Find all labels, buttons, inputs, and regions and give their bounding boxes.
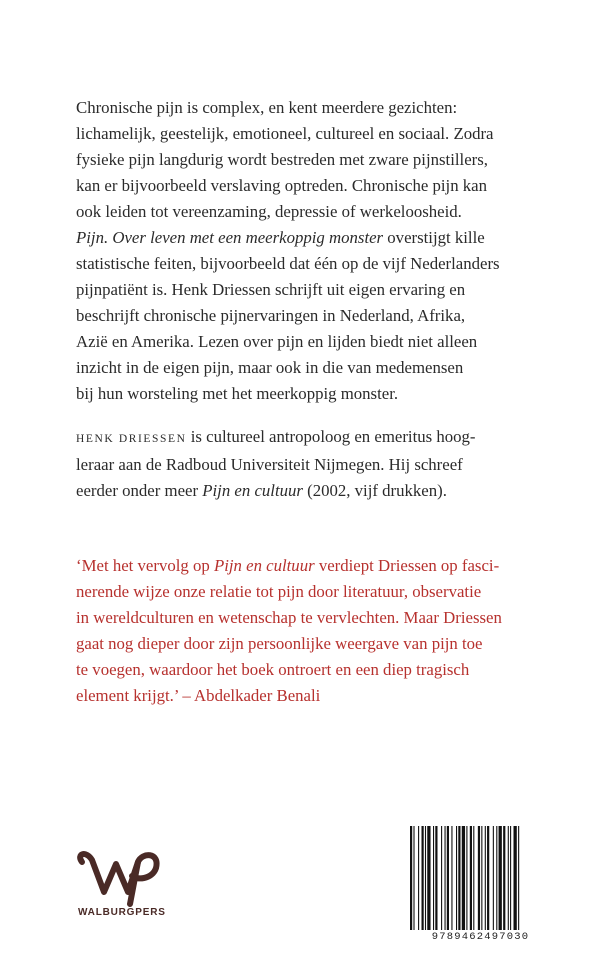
barcode-bar	[462, 826, 465, 930]
barcode-bar	[447, 826, 449, 930]
barcode-bar	[422, 826, 424, 930]
author-bio-text: is cultureel antropoloog en emeritus hoog-	[186, 427, 476, 446]
barcode-bar	[493, 826, 494, 930]
quote-line	[76, 553, 546, 579]
barcode-bar	[478, 826, 480, 930]
blurb-line: bij hun worsteling met het meerkoppig monster.	[76, 384, 399, 403]
quote-line: in wereldculturen en wetenschap te vervlechten. Maar Driessen	[76, 608, 502, 627]
barcode-bar	[451, 826, 452, 930]
barcode-bar	[458, 826, 460, 930]
barcode-bar	[445, 826, 446, 930]
barcode-bar	[413, 826, 414, 930]
quote-line: nerende wijze onze relatie tot pijn door literatuur, observatie	[76, 582, 482, 601]
barcode-bar	[441, 826, 442, 930]
book-title: Pijn. Over leven met een meerkoppig monster	[76, 228, 384, 247]
barcode-bar	[496, 826, 497, 930]
blurb-text: overstijgt kille	[383, 228, 485, 247]
barcode-bar	[518, 826, 519, 930]
review-quote	[76, 553, 546, 709]
author-bio-line: leraar aan de Radboud Universiteit Nijmegen. Hij schreef	[76, 455, 463, 474]
author-bio-text: (2002, vijf drukken).	[302, 481, 447, 500]
blurb-line: Azië en Amerika. Lezen over pijn en lijden biedt niet alleen	[76, 332, 478, 351]
barcode-bar	[487, 826, 489, 930]
quote-line: element krijgt.’ – Abdelkader Benali	[76, 686, 321, 705]
publisher-logo-icon	[70, 840, 170, 932]
barcode-bar	[481, 826, 482, 930]
author-bio	[76, 424, 546, 504]
barcode-bar	[456, 826, 457, 930]
quote-line: gaat nog dieper door zijn persoonlijke weergave van pijn toe	[76, 634, 483, 653]
barcode-bar	[514, 826, 517, 930]
barcode-bar	[503, 826, 505, 930]
blurb-paragraph	[76, 95, 546, 407]
blurb-line: ook leiden tot vereenzaming, depressie of werkeloosheid.	[76, 202, 462, 221]
blurb-line: fysieke pijn langdurig wordt bestreden met zware pijnstillers,	[76, 150, 488, 169]
blurb-line: pijnpatiënt is. Henk Driessen schrijft uit eigen ervaring en	[76, 280, 466, 299]
barcode	[408, 826, 553, 930]
barcode-bar	[508, 826, 509, 930]
blurb-line: kan er bijvoorbeeld verslaving optreden. Chronische pijn kan	[76, 176, 488, 195]
publisher-name: WALBURGPERS	[78, 907, 166, 918]
barcode-bar	[433, 826, 434, 930]
blurb-line: statistische feiten, bijvoorbeeld dat één op de vijf Nederlanders	[76, 254, 500, 273]
author-name: HENK DRIESSEN	[76, 433, 187, 445]
barcode-bar	[470, 826, 472, 930]
barcode-bar	[427, 826, 430, 930]
author-bio-line	[76, 424, 546, 452]
previous-book-title: Pijn en cultuur	[202, 481, 303, 500]
barcode-bar	[466, 826, 467, 930]
author-bio-text: eerder onder meer	[76, 481, 203, 500]
blurb-title-line	[76, 225, 546, 251]
barcode-bar	[410, 826, 412, 930]
barcode-bar	[425, 826, 426, 930]
barcode-bar	[485, 826, 486, 930]
barcode-bar	[435, 826, 437, 930]
blurb-line: inzicht in de eigen pijn, maar ook in die van medemensen	[76, 358, 464, 377]
isbn-number: 9789462497030	[431, 931, 530, 943]
blurb-line: Chronische pijn is complex, en kent meerdere gezichten:	[76, 98, 458, 117]
author-bio-line	[76, 478, 546, 504]
barcode-bar	[499, 826, 502, 930]
quote-text: verdiept Driessen op fasci-	[314, 556, 500, 575]
quote-text: ‘Met het vervolg op	[76, 556, 214, 575]
barcode-bar	[418, 826, 419, 930]
quote-line: te voegen, waardoor het boek ontroert en een diep tragisch	[76, 660, 470, 679]
blurb-line: beschrijft chronische pijnervaringen in Nederland, Afrika,	[76, 306, 466, 325]
quoted-book-title: Pijn en cultuur	[213, 556, 315, 575]
blurb-line: lichamelijk, geestelijk, emotioneel, cultureel en sociaal. Zodra	[76, 124, 494, 143]
barcode-bar	[473, 826, 474, 930]
barcode-bar	[510, 826, 511, 930]
